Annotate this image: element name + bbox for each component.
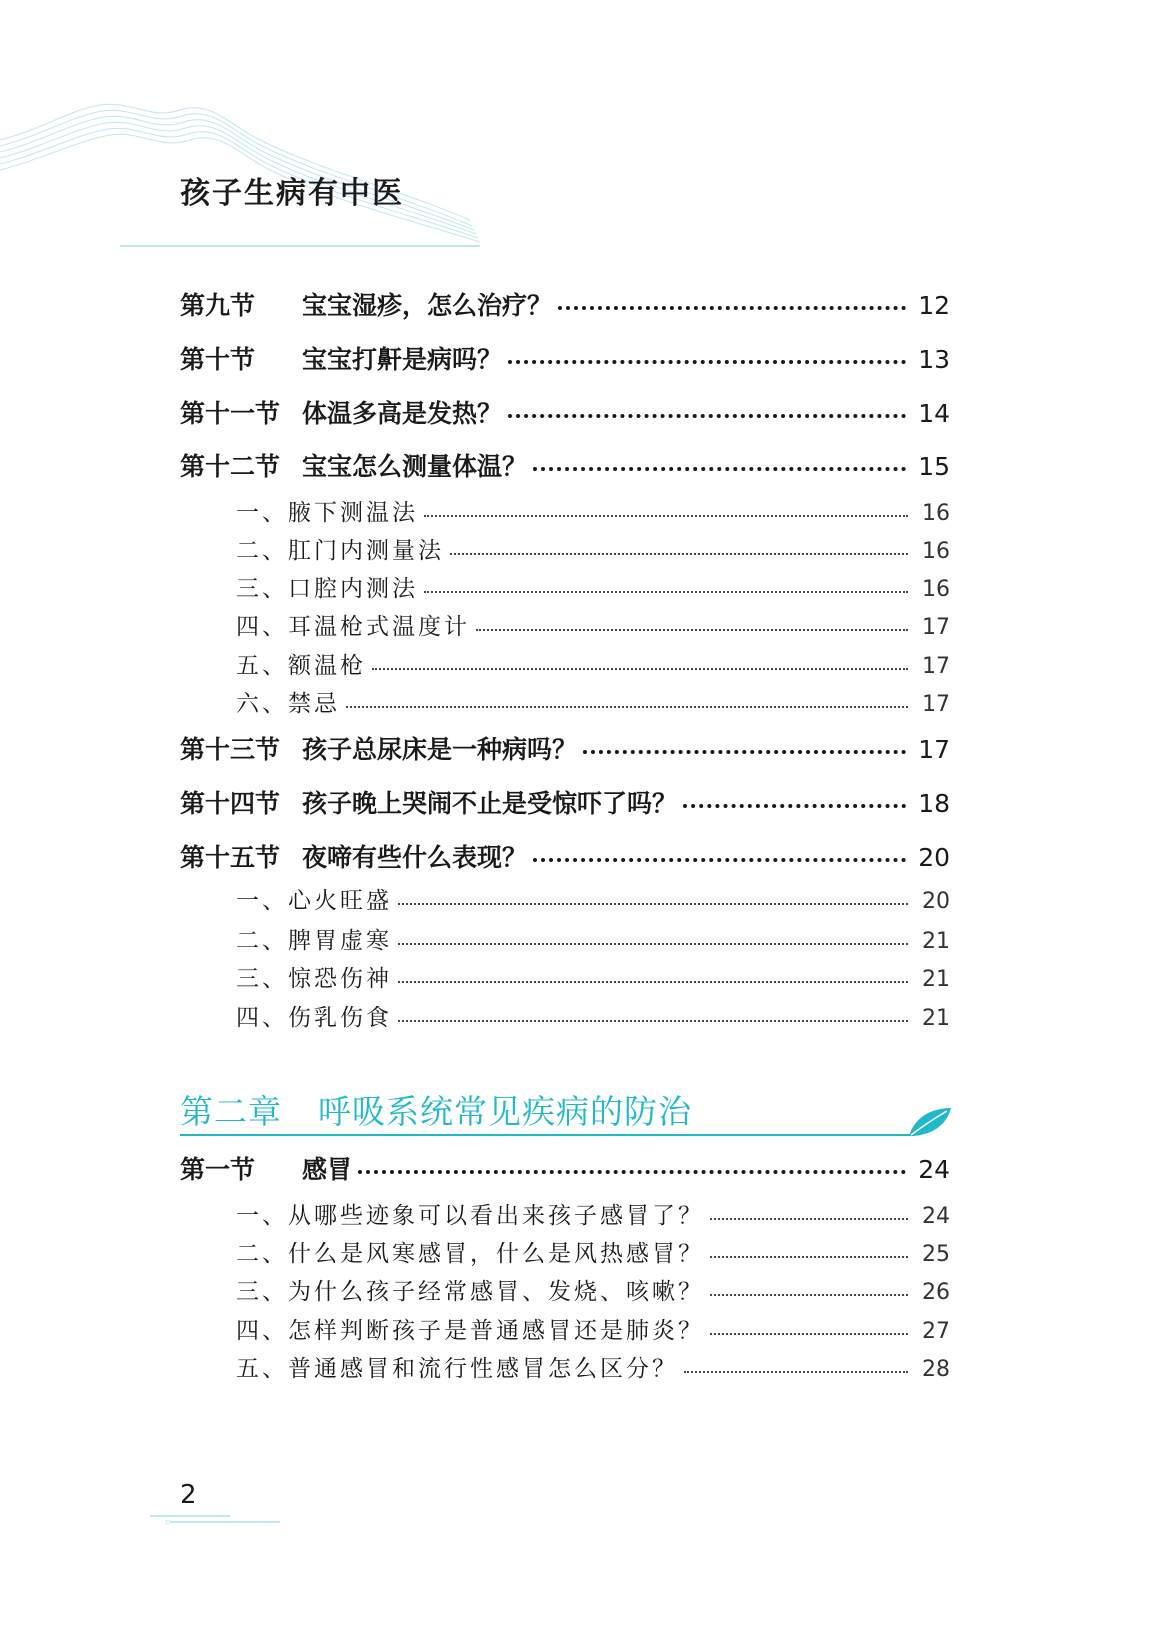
toc-subsection-entry[interactable]: [236, 1350, 950, 1383]
toc-entry-title: 一、心火旺盛: [236, 888, 392, 914]
toc-subsection-entry[interactable]: [236, 882, 950, 915]
toc-section-entry[interactable]: [180, 447, 950, 483]
toc-entry-title: 四、耳温枪式温度计: [236, 614, 470, 640]
toc-subsection-entry[interactable]: [236, 608, 950, 641]
dot-leader: [533, 463, 906, 471]
dot-leader: [710, 1327, 908, 1335]
toc-page-number: 25: [922, 1242, 950, 1267]
toc-entry-title: 宝宝怎么测量体温？: [302, 452, 528, 481]
toc-entry-title: 宝宝打鼾是病吗？: [302, 345, 503, 374]
toc-page-number: 17: [922, 615, 950, 640]
toc-section-entry[interactable]: [180, 784, 950, 820]
dot-leader: [398, 1014, 908, 1022]
toc-page-number: 17: [922, 654, 950, 679]
toc-entry-title: 一、腋下测温法: [236, 500, 418, 526]
chapter-underline: [180, 1134, 915, 1136]
dot-leader: [558, 302, 906, 310]
toc-page-number: 18: [918, 789, 950, 818]
toc-entry-title: 孩子总尿床是一种病吗？: [302, 735, 578, 764]
dot-leader: [398, 975, 908, 983]
toc-entry-title: 五、普通感冒和流行性感冒怎么区分？: [236, 1356, 678, 1382]
toc-section-number: 第十节: [180, 345, 256, 374]
toc-subsection-entry[interactable]: [236, 1312, 950, 1345]
toc-entry-title: 二、脾胃虚寒: [236, 928, 392, 954]
toc-entry-title: 三、口腔内测法: [236, 576, 418, 602]
chapter-title: [180, 1086, 692, 1133]
dot-leader: [450, 547, 908, 555]
leaf-icon: [905, 1104, 955, 1140]
toc-entry-title: 五、额温枪: [236, 653, 366, 679]
dot-leader: [346, 700, 908, 708]
page-number: 2: [180, 1480, 197, 1510]
footer-line-decoration: [150, 1508, 280, 1528]
toc-subsection-entry[interactable]: [236, 1197, 950, 1230]
toc-entry-title: 宝宝湿疹，怎么治疗？: [302, 291, 553, 320]
toc-page-number: 16: [922, 539, 950, 564]
toc-page-number: 26: [922, 1280, 950, 1305]
toc-section-number: 第九节: [180, 291, 256, 320]
toc-subsection-entry[interactable]: [236, 1235, 950, 1268]
toc-section-entry[interactable]: [180, 286, 950, 322]
chapter-heading: [180, 1086, 950, 1142]
toc-subsection-entry[interactable]: [236, 532, 950, 565]
toc-entry-title: 四、伤乳伤食: [236, 1005, 392, 1031]
dot-leader: [683, 800, 906, 808]
chapter-number: 第二章: [180, 1092, 282, 1131]
toc-page-number: 28: [922, 1357, 950, 1382]
dot-leader: [508, 356, 906, 364]
toc-subsection-entry[interactable]: [236, 685, 950, 718]
dot-leader: [583, 746, 906, 754]
toc-subsection-entry[interactable]: [236, 494, 950, 527]
toc-page-number: 14: [918, 399, 950, 428]
toc-entry-title: 六、禁忌: [236, 691, 340, 717]
toc-page-number: 17: [918, 735, 950, 764]
toc-entry-title: 孩子晚上哭闹不止是受惊吓了吗？: [302, 789, 678, 818]
toc-subsection-entry[interactable]: [236, 647, 950, 680]
toc-page-number: 12: [918, 291, 950, 320]
toc-entry-title: 二、肛门内测量法: [236, 538, 444, 564]
toc-section-number: 第一节: [180, 1155, 256, 1184]
toc-subsection-entry[interactable]: [236, 1273, 950, 1306]
toc-section-number: 第十四节: [180, 789, 281, 818]
toc-page-number: 16: [922, 501, 950, 526]
toc-page-number: 21: [922, 1006, 950, 1031]
dot-leader: [710, 1250, 908, 1258]
dot-leader: [424, 509, 908, 517]
toc-page-number: 20: [918, 843, 950, 872]
toc-entry-title: 三、为什么孩子经常感冒、发烧、咳嗽？: [236, 1279, 704, 1305]
toc-entry-title: 三、惊恐伤神: [236, 966, 392, 992]
toc-section-entry[interactable]: [180, 730, 950, 766]
toc-entry-title: 感冒: [302, 1155, 353, 1184]
toc-entry-title: 夜啼有些什么表现？: [302, 843, 528, 872]
toc-section-number: 第十二节: [180, 452, 281, 481]
toc-subsection-entry[interactable]: [236, 570, 950, 603]
dot-leader: [684, 1365, 908, 1373]
dot-leader: [508, 410, 906, 418]
toc-section-entry[interactable]: [180, 838, 950, 874]
toc-section-number: 第十五节: [180, 843, 281, 872]
toc-page-number: 21: [922, 929, 950, 954]
toc-section-entry[interactable]: [180, 394, 950, 430]
toc-page-number: 24: [918, 1155, 950, 1184]
toc-section-entry[interactable]: [180, 1150, 950, 1186]
toc-entry-title: 二、什么是风寒感冒，什么是风热感冒？: [236, 1241, 704, 1267]
dot-leader: [398, 937, 908, 945]
toc-page-number: 13: [918, 345, 950, 374]
toc-page-number: 16: [922, 577, 950, 602]
toc-page-number: 20: [922, 889, 950, 914]
dot-leader: [476, 623, 908, 631]
toc-entry-title: 体温多高是发热？: [302, 399, 503, 428]
toc-section-entry[interactable]: [180, 340, 950, 376]
dot-leader: [358, 1166, 906, 1174]
toc-page-number: 21: [922, 967, 950, 992]
toc-page-number: 24: [922, 1204, 950, 1229]
chapter-name: 呼吸系统常见疾病的防治: [318, 1092, 692, 1131]
dot-leader: [398, 897, 908, 905]
toc-page-number: 15: [918, 452, 950, 481]
dot-leader: [372, 662, 908, 670]
toc-page-number: 17: [922, 692, 950, 717]
toc-section-number: 第十一节: [180, 399, 281, 428]
toc-page-number: 27: [922, 1319, 950, 1344]
toc-subsection-entry[interactable]: [236, 960, 950, 993]
toc-entry-title: 一、从哪些迹象可以看出来孩子感冒了？: [236, 1203, 704, 1229]
toc-section-number: 第十三节: [180, 735, 281, 764]
toc-subsection-entry[interactable]: [236, 999, 950, 1032]
dot-leader: [710, 1288, 908, 1296]
dot-leader: [424, 585, 908, 593]
dot-leader: [710, 1212, 908, 1220]
toc-entry-title: 四、怎样判断孩子是普通感冒还是肺炎？: [236, 1318, 704, 1344]
toc-subsection-entry[interactable]: [236, 922, 950, 955]
book-title: 孩子生病有中医: [180, 176, 404, 211]
dot-leader: [533, 854, 906, 862]
